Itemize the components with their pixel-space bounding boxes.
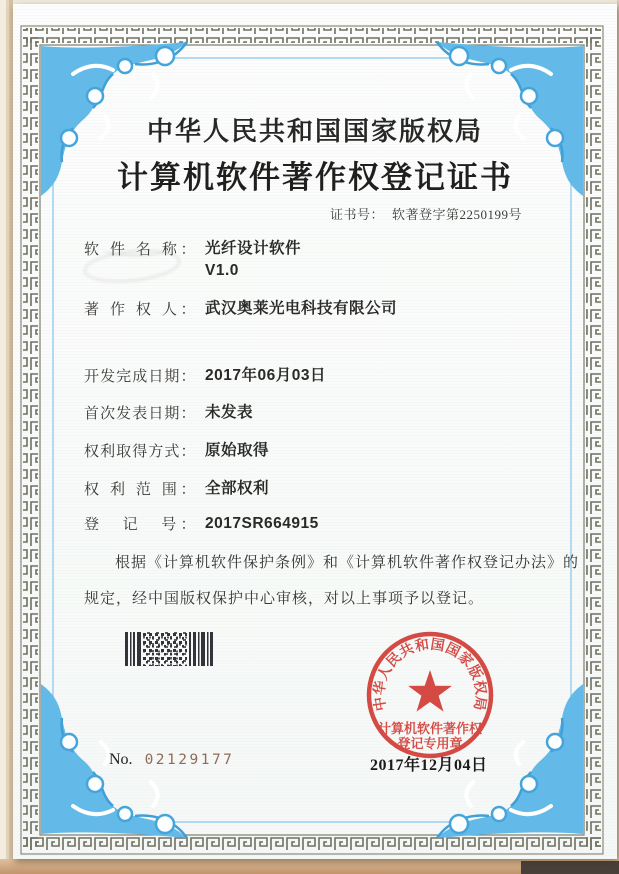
field-label: 首次发表日期： [84,406,196,422]
certificate-number-value: 软著登字第2250199号 [391,207,522,222]
paper-edge-left [0,0,13,874]
serial-number: 02129177 [144,752,235,768]
serial-number-line [109,751,234,769]
statement-line-1: 根据《计算机软件保护条例》和《计算机软件著作权登记办法》的 [115,555,580,571]
issuer-title: 中华人民共和国国家版权局 [146,117,483,146]
field-value: 武汉奥莱光电科技有限公司 [205,300,398,317]
field-software-name [84,238,301,283]
official-seal-stamp [364,629,496,761]
field-value-version: V1.0 [205,262,239,280]
seal-ring-text: 中华人民共和国国家版权局 [372,637,488,712]
field-rights-acquisition [84,440,269,462]
field-copyright-owner [84,298,397,320]
field-value: 2017SR664915 [205,515,319,532]
field-value: 未发表 [205,404,254,421]
field-publication-date [84,402,253,424]
seal-text-line-1: 计算机软件著作权 [377,721,483,736]
seal-text-line-2: 登记专用章 [397,736,463,751]
field-value: 原始取得 [205,442,270,459]
field-label: 登 记 号： [84,517,196,533]
field-label: 软 件 名 称： [84,242,196,258]
field-label: 开发完成日期： [84,369,196,385]
certificate-number-line [330,204,522,223]
field-label: 著 作 权 人： [84,302,196,318]
field-label: 权利取得方式： [84,444,196,460]
barcode [125,632,213,666]
seal-star-icon [408,670,452,712]
stamp-date: 2017年12月04日 [370,757,488,774]
field-completion-date [84,365,326,387]
field-label: 权 利 范 围： [84,482,196,498]
certificate-page [13,4,617,859]
meander-band-top [23,28,601,43]
field-value: 全部权利 [205,480,270,497]
field-value: 2017年06月03日 [205,367,326,384]
field-rights-scope [84,478,269,500]
serial-prefix: No. [109,751,133,768]
field-registration-number [84,513,319,535]
certificate-number-label: 证书号： [329,207,384,222]
statement-line-2: 规定，经中国版权保护中心审核，对以上事项予以登记。 [84,591,485,607]
certificate-title: 计算机软件著作权登记证书 [117,160,513,195]
field-value: 光纤设计软件 V1.0 [205,240,302,280]
photo-corner-shadow [521,861,619,874]
meander-band-bottom [23,837,601,852]
